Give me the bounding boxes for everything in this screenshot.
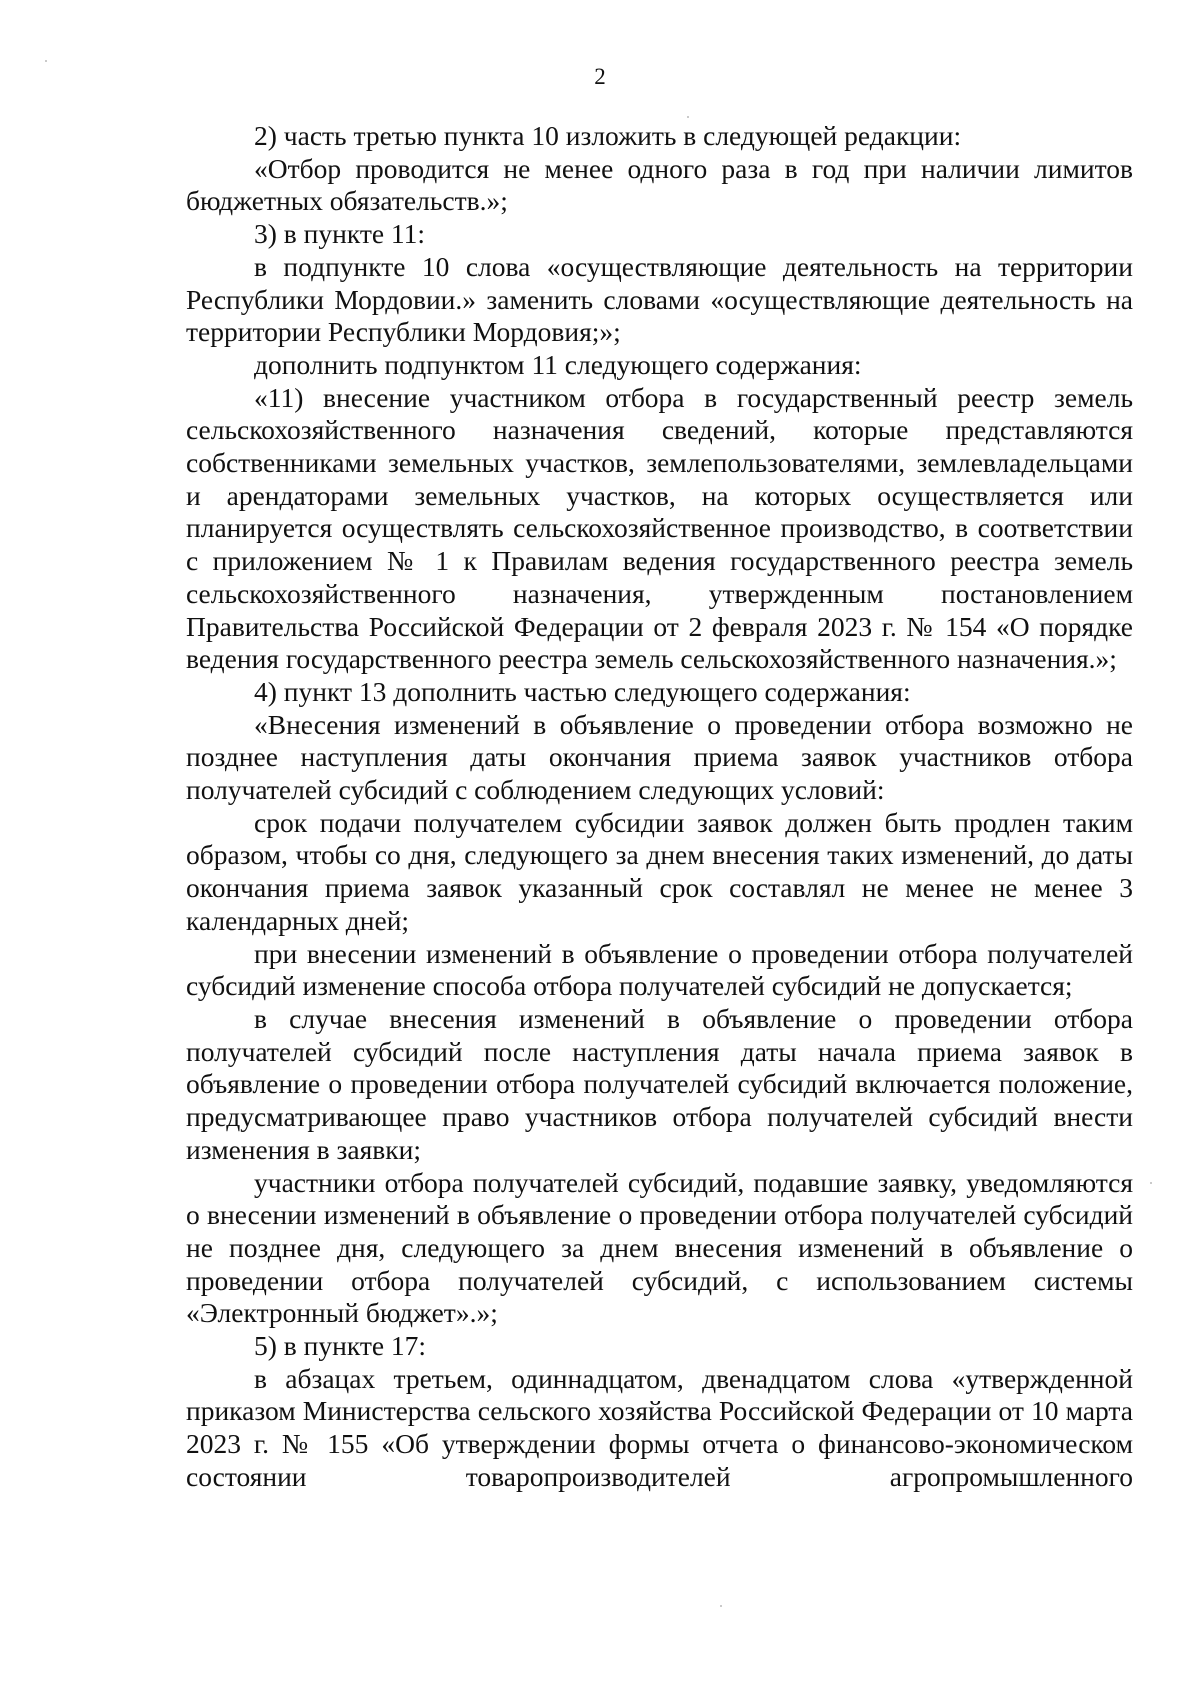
condition-participant-notification: участники отбора получателей субсидий, подавшие заявку, уведомляются о внесении изменений в объявление о проведении отбора получателей субсидий не позднее дня, следующего за днем внесения изменений в объявление о проведении отбора получателей субсидий, с использованием системы «Электронный бюджет».»;	[186, 1166, 1133, 1329]
add-subpoint-11: дополнить подпунктом 11 следующего содержания:	[254, 348, 862, 380]
condition-deadline-extension: срок подачи получателем субсидии заявок должен быть продлен таким образом, чтобы со дня, следующего за днем внесения таких изменений, до даты окончания приема заявок указанный срок составлял не менее не менее 3 календарных дней;	[186, 806, 1133, 936]
subpoint-10-replacement: в подпункте 10 слова «осуществляющие деятельность на территории Республики Мордовии.» заменить словами «осуществляющие деятельность на территории Республики Мордовия;»;	[186, 250, 1133, 348]
paragraph-item-2: 2) часть третью пункта 10 изложить в следующей редакции:	[254, 120, 962, 151]
scan-speck	[687, 116, 689, 118]
condition-application-changes: в случае внесения изменений в объявление о проведении отбора получателей субсидий после наступления даты начала приема заявок в объявление о проведении отбора получателей субсидий включается положение, предусматривающее право участников отбора получателей субсидий внести изменения в заявки;	[186, 1002, 1133, 1165]
paragraph-item-4: 4) пункт 13 дополнить частью следующего содержания:	[254, 675, 911, 707]
paragraph-17-replacement: в абзацах третьем, одиннадцатом, двенадцатом слова «утвержденной приказом Министерства сельского хозяйства Российской Федерации от 10 марта 2023 г. № 155 «Об утверждении формы отчета о финансово-экономическом состоянии товаропроизводителей агропромышленного	[186, 1362, 1133, 1492]
scan-speck	[720, 1605, 722, 1607]
condition-method-unchanged: при внесении изменений в объявление о проведении отбора получателей субсидий изменение способа отбора получателей субсидий не допускается;	[186, 937, 1133, 1002]
document-body	[186, 120, 1133, 1494]
quote-selection-frequency: «Отбор проводится не менее одного раза в год при наличии лимитов бюджетных обязательств.»;	[186, 152, 1133, 217]
quote-subpoint-11: «11) внесение участником отбора в государственный реестр земель сельскохозяйственного назначения сведений, которые представляются собственниками земельных участков, землепользователями, землевладельцами и арендаторами земельных участков, на которых осуществляется или планируется осуществлять сельскохозяйственное производство, в соответствии с приложением № 1 к Правилам ведения государственного реестра земель сельскохозяйственного назначения, утвержденным постановлением Правительства Российской Федерации от 2 февраля 2023 г. № 154 «О порядке ведения государственного реестра земель сельскохозяйственного назначения.»;	[186, 381, 1133, 675]
page-number: 2	[594, 64, 606, 89]
scan-speck	[1150, 1182, 1152, 1184]
paragraph-item-3: 3) в пункте 11:	[254, 218, 426, 250]
scan-speck	[45, 60, 47, 62]
paragraph-item-5: 5) в пункте 17:	[254, 1330, 427, 1362]
quote-announcement-changes: «Внесения изменений в объявление о проведении отбора возможно не позднее наступления даты окончания приема заявок участников отбора получателей субсидий с соблюдением следующих условий:	[186, 708, 1133, 806]
